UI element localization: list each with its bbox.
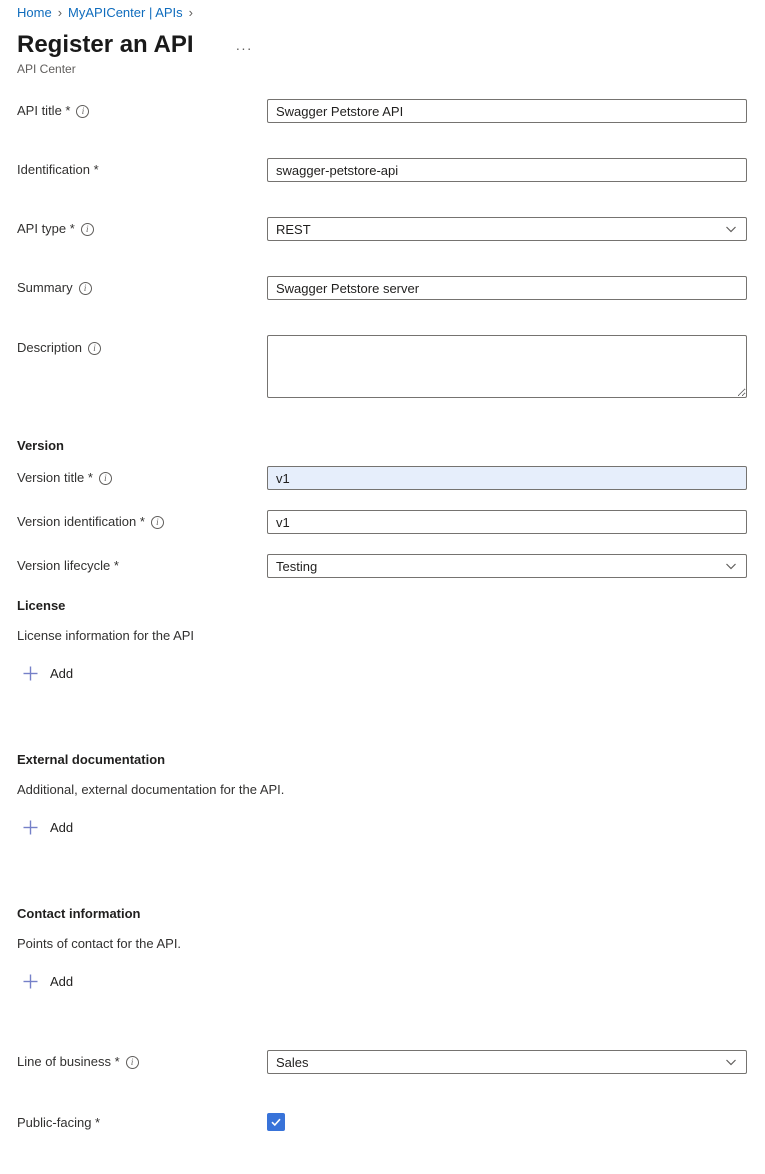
license-section-header: License bbox=[17, 598, 66, 613]
chevron-down-icon bbox=[725, 560, 737, 572]
version-title-input[interactable] bbox=[267, 466, 747, 490]
description-label: Description bbox=[17, 340, 83, 355]
info-icon[interactable]: i bbox=[76, 105, 89, 118]
info-icon[interactable]: i bbox=[151, 516, 164, 529]
line-of-business-selected-value: Sales bbox=[276, 1054, 309, 1070]
breadcrumb-separator: › bbox=[57, 4, 63, 20]
license-add-label: Add bbox=[50, 666, 74, 681]
public-facing-label: Public-facing * bbox=[17, 1115, 101, 1130]
version-section-header: Version bbox=[17, 438, 64, 453]
external-docs-section-description: Additional, external documentation for the API. bbox=[17, 782, 285, 797]
chevron-down-icon bbox=[725, 223, 737, 235]
version-identification-input[interactable] bbox=[267, 510, 747, 534]
breadcrumb-separator: › bbox=[188, 4, 194, 20]
license-section bbox=[17, 598, 747, 686]
api-type-select[interactable] bbox=[267, 217, 747, 241]
version-lifecycle-selected-value: Testing bbox=[276, 558, 318, 574]
checkmark-icon bbox=[270, 1116, 282, 1128]
info-icon[interactable]: i bbox=[88, 342, 101, 355]
info-icon[interactable]: i bbox=[99, 472, 112, 485]
info-icon[interactable]: i bbox=[79, 282, 92, 295]
field-row-version-lifecycle bbox=[17, 554, 747, 578]
line-of-business-label: Line of business * bbox=[17, 1054, 120, 1069]
api-title-input[interactable] bbox=[267, 99, 747, 123]
field-row-description bbox=[17, 335, 747, 403]
field-row-api-type bbox=[17, 217, 747, 241]
page-title: Register an API bbox=[17, 31, 194, 58]
title-row bbox=[17, 31, 747, 59]
field-row-version-identification bbox=[17, 510, 747, 534]
api-type-label: API type * bbox=[17, 221, 75, 236]
summary-label: Summary bbox=[17, 280, 73, 295]
breadcrumb bbox=[17, 3, 747, 21]
identification-input[interactable] bbox=[267, 158, 747, 182]
info-icon[interactable]: i bbox=[81, 223, 94, 236]
breadcrumb-myapicenter-apis[interactable]: MyAPICenter | APIs bbox=[68, 4, 183, 20]
more-options-icon[interactable]: ··· bbox=[235, 40, 253, 56]
description-textarea[interactable] bbox=[267, 335, 747, 398]
field-row-api-title bbox=[17, 99, 747, 123]
external-docs-add-label: Add bbox=[50, 820, 74, 835]
plus-icon bbox=[23, 666, 38, 681]
version-title-label: Version title * bbox=[17, 470, 93, 485]
external-docs-section bbox=[17, 752, 747, 840]
field-row-public-facing bbox=[17, 1113, 747, 1133]
public-facing-checkbox[interactable] bbox=[267, 1113, 285, 1131]
register-api-form bbox=[17, 99, 747, 1133]
summary-input[interactable] bbox=[267, 276, 747, 300]
api-type-selected-value: REST bbox=[276, 221, 311, 237]
license-section-description: License information for the API bbox=[17, 628, 195, 643]
external-docs-add-button[interactable] bbox=[23, 820, 73, 835]
external-docs-section-header: External documentation bbox=[17, 752, 166, 767]
license-add-button[interactable] bbox=[23, 666, 73, 681]
api-title-label: API title * bbox=[17, 103, 71, 118]
field-row-line-of-business bbox=[17, 1050, 747, 1074]
chevron-down-icon bbox=[725, 1056, 737, 1068]
plus-icon bbox=[23, 820, 38, 835]
info-icon[interactable]: i bbox=[126, 1056, 139, 1069]
contact-section bbox=[17, 906, 747, 994]
contact-section-header: Contact information bbox=[17, 906, 141, 921]
contact-add-button[interactable] bbox=[23, 974, 73, 989]
field-row-summary bbox=[17, 276, 747, 300]
identification-label: Identification * bbox=[17, 162, 99, 177]
version-lifecycle-label: Version lifecycle * bbox=[17, 558, 119, 573]
version-identification-label: Version identification * bbox=[17, 514, 145, 529]
line-of-business-select[interactable] bbox=[267, 1050, 747, 1074]
plus-icon bbox=[23, 974, 38, 989]
field-row-version-title bbox=[17, 466, 747, 490]
contact-add-label: Add bbox=[50, 974, 74, 989]
page-subtitle: API Center bbox=[17, 62, 76, 76]
version-lifecycle-select[interactable] bbox=[267, 554, 747, 578]
breadcrumb-home[interactable]: Home bbox=[17, 4, 52, 20]
field-row-identification bbox=[17, 158, 747, 182]
contact-section-description: Points of contact for the API. bbox=[17, 936, 182, 951]
